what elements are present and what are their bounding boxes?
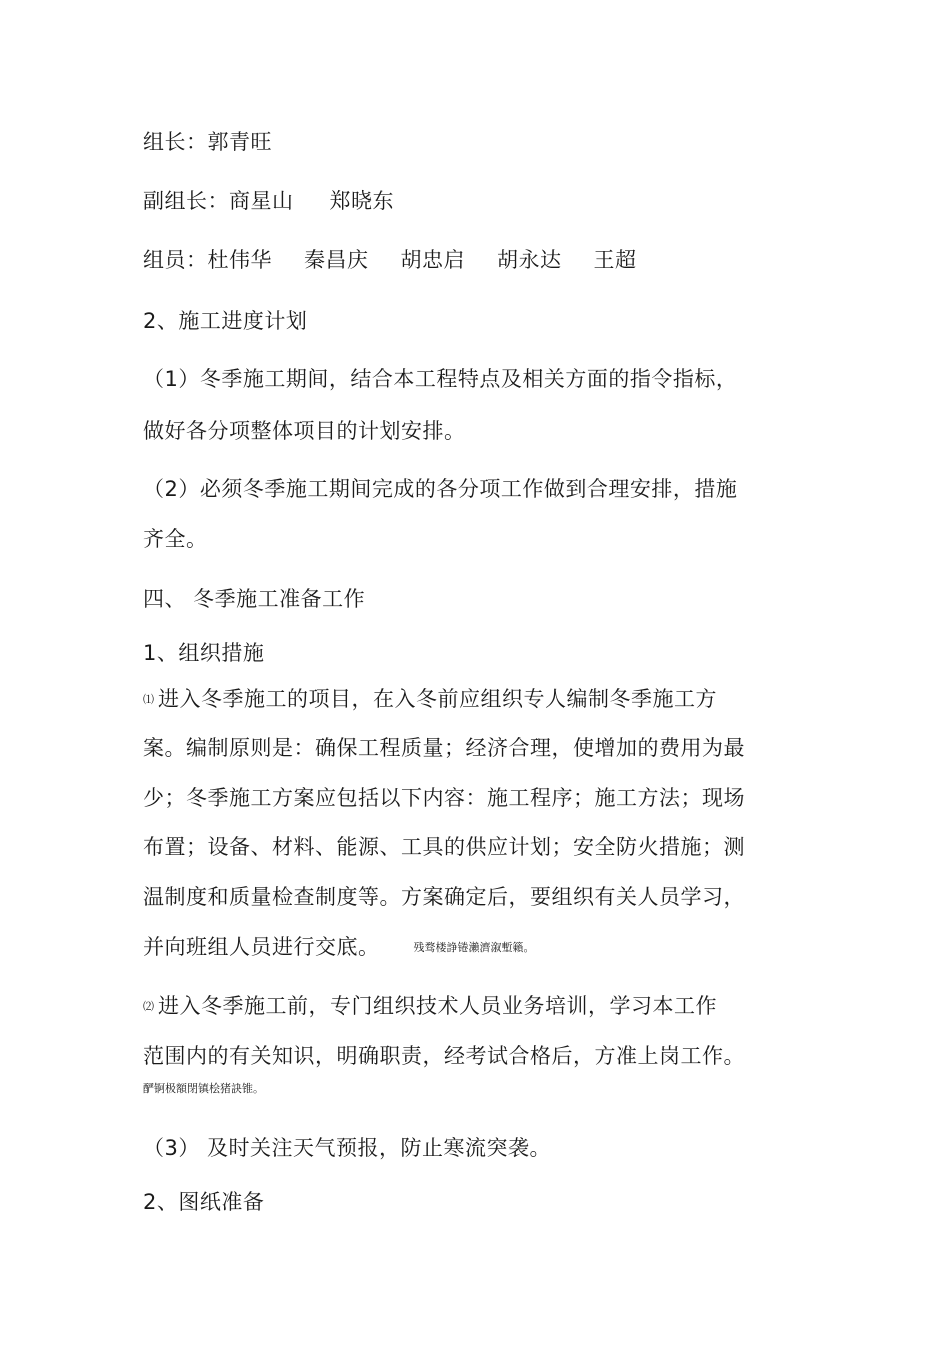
item-number: ⑵ — [143, 1000, 154, 1013]
paragraph-line: 做好各分项整体项目的计划安排。 — [143, 419, 466, 443]
paragraph-text: 并向班组人员进行交底。 — [143, 935, 380, 959]
paragraph-line — [143, 684, 717, 715]
deputy-leader-2: 郑晓东 — [329, 189, 394, 213]
section-heading: 四、 冬季施工准备工作 — [143, 587, 366, 611]
paragraph-line: 案。编制原则是：确保工程质量；经济合理，使增加的费用为最 — [143, 736, 745, 760]
item-number: ⑴ — [143, 693, 154, 706]
paragraph-line — [143, 932, 535, 963]
paragraph-line: （3） 及时关注天气预报，防止寒流突袭。 — [143, 1136, 552, 1160]
paragraph-line — [143, 991, 717, 1022]
paragraph-line: 齐全。 — [143, 527, 208, 551]
subsection-heading: 2、图纸准备 — [143, 1190, 265, 1214]
paragraph-line: 范围内的有关知识，明确职责，经考试合格后，方准上岗工作。 — [143, 1044, 745, 1068]
section-heading: 2、施工进度计划 — [143, 309, 308, 333]
members-label: 组员：杜伟华 — [143, 248, 272, 272]
paragraph-line: 布置；设备、材料、能源、工具的供应计划；安全防火措施；测 — [143, 835, 745, 859]
leader-text: 组长：郭青旺 — [143, 130, 272, 154]
member-name: 胡永达 — [497, 248, 562, 272]
member-name: 王超 — [593, 248, 637, 272]
subsection-heading: 1、组织措施 — [143, 641, 265, 665]
paragraph-text: 进入冬季施工的项目，在入冬前应组织专人编制冬季施工方 — [158, 687, 717, 711]
paragraph-line: 少；冬季施工方案应包括以下内容：施工程序；施工方法；现场 — [143, 786, 745, 810]
garbled-tail-text: 酽锕极額閉镇桧猪訣锥。 — [143, 1082, 264, 1095]
leader-line — [143, 127, 272, 157]
paragraph-line: 温制度和质量检查制度等。方案确定后，要组织有关人员学习， — [143, 885, 745, 909]
paragraph-line: （1）冬季施工期间，结合本工程特点及相关方面的指令指标， — [143, 367, 738, 391]
member-name: 秦昌庆 — [304, 248, 369, 272]
paragraph-text: 进入冬季施工前，专门组织技术人员业务培训，学习本工作 — [158, 994, 717, 1018]
members-line — [143, 245, 637, 275]
deputy-leader-line — [143, 186, 394, 216]
member-name: 胡忠启 — [400, 248, 465, 272]
deputy-leader-text: 副组长：商星山 — [143, 189, 294, 213]
paragraph-line: （2）必须冬季施工期间完成的各分项工作做到合理安排，措施 — [143, 477, 738, 501]
garbled-tail-text: 残骛楼諍锩瀨濟溆塹籟。 — [413, 941, 535, 954]
